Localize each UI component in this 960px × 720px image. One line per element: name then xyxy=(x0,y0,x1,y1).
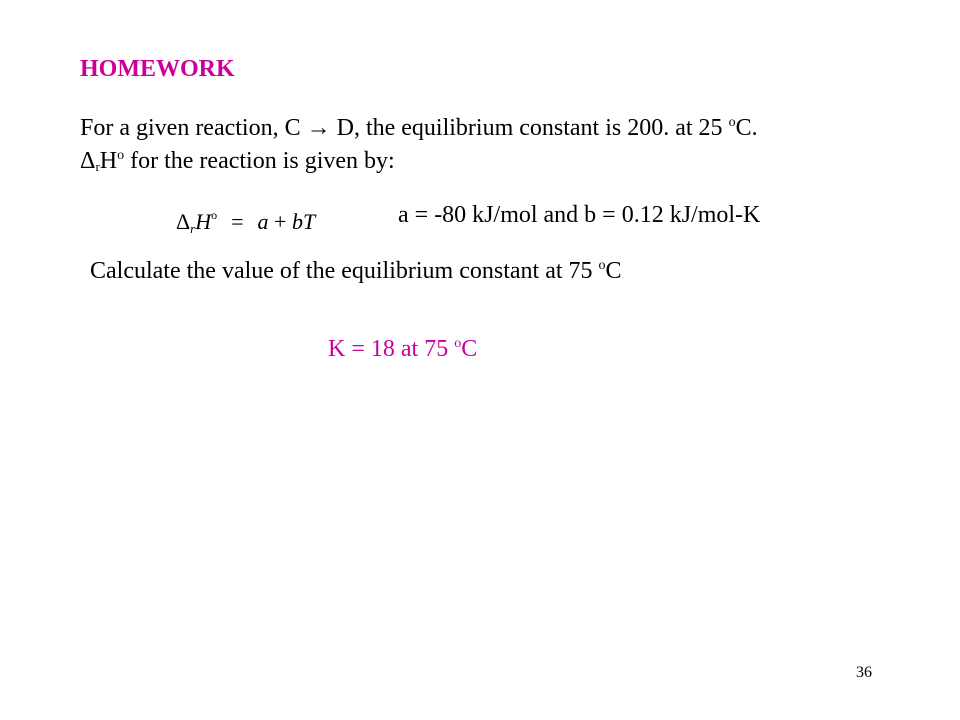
degree-superscript: o xyxy=(728,115,736,130)
problem-text-2: D, the equilibrium constant is 200. at 25 xyxy=(330,115,729,141)
problem-text-1: For a given reaction, C xyxy=(80,115,307,141)
question-text: Calculate the value of the equilibrium constant at 75 xyxy=(90,258,599,284)
page-number: 36 xyxy=(856,664,872,681)
eq-h: H xyxy=(195,209,212,234)
problem-text-4: for the reaction is given by: xyxy=(124,148,395,174)
enthalpy-equation xyxy=(176,200,315,244)
reaction-subscript: r xyxy=(95,159,100,174)
delta-symbol: Δ xyxy=(80,148,96,174)
standard-state-superscript: o xyxy=(117,148,125,163)
eq-equals: = xyxy=(231,209,244,234)
enthalpy-symbol: H xyxy=(99,148,118,174)
question-unit: C xyxy=(605,258,622,284)
eq-delta: Δ xyxy=(176,209,191,234)
eq-plus: + xyxy=(274,209,287,234)
question-degree: o xyxy=(598,258,606,273)
eq-bt: bT xyxy=(291,209,316,234)
question xyxy=(90,258,622,285)
answer-unit: C xyxy=(461,336,478,362)
problem-statement xyxy=(80,112,800,178)
answer xyxy=(328,336,477,363)
eq-degree: o xyxy=(211,208,218,222)
problem-text-3: C. xyxy=(735,115,758,141)
parameter-values: a = -80 kJ/mol and b = 0.12 kJ/mol-K xyxy=(398,202,761,228)
answer-degree: o xyxy=(454,336,462,351)
arrow-symbol: → xyxy=(306,115,331,141)
answer-text: K = 18 at 75 xyxy=(328,336,455,362)
eq-subscript-r: r xyxy=(190,221,196,236)
slide-title: HOMEWORK xyxy=(80,56,235,82)
eq-a: a xyxy=(257,209,269,234)
